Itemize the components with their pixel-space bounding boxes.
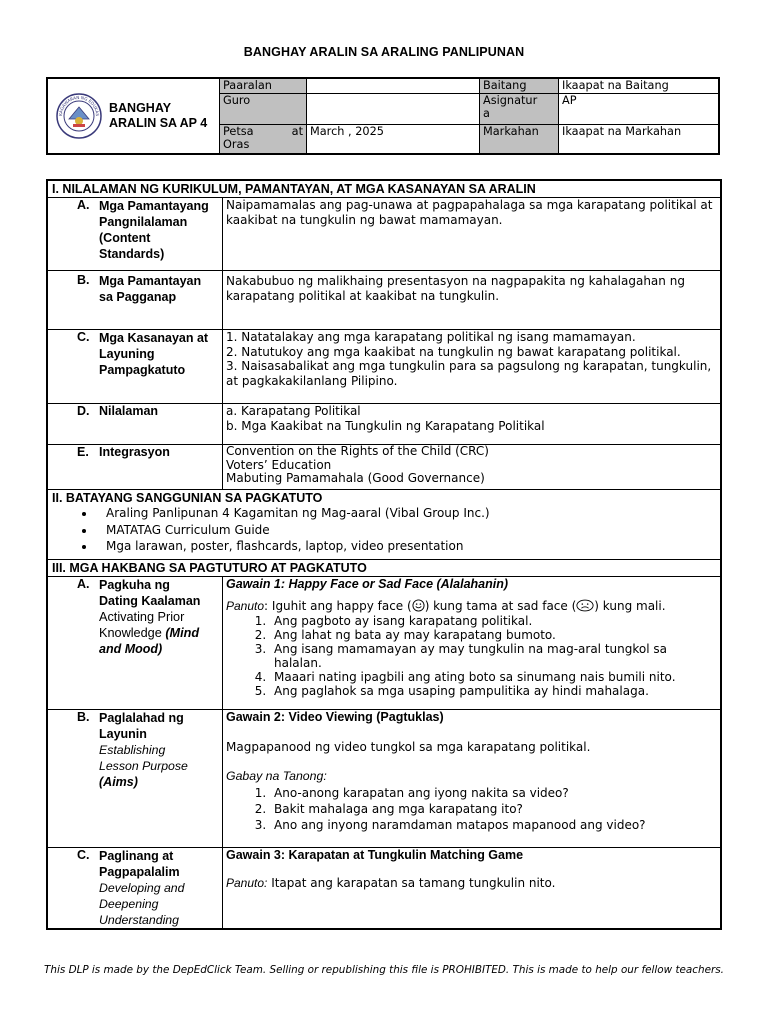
content-text: a. Karapatang Politikal b. Mga Kaakibat na Tungkulin ng Karapatang Politikal bbox=[223, 404, 722, 445]
petsa-value: March , 2025 bbox=[307, 124, 480, 154]
performance-standards-text: Nakabubuo ng malikhaing presentasyon na nagpapakita ng kahalagahan ng karapatang politikal at kaakibat na tungkulin. bbox=[223, 271, 722, 330]
list-item: 3. Ano ang inyong naramdaman matapos mapanood ang video? bbox=[270, 817, 717, 833]
asignatura-label: Asignatur a bbox=[480, 93, 559, 124]
footer-note: This DLP is made by the DepEdClick Team. Selling or republishing this file is PROHIBITED. This is made to help our fellow teachers. bbox=[44, 964, 724, 976]
list-item: 3. Ang isang mamamayan ay may tungkulin na mag-aral tungkol sa halalan. bbox=[270, 642, 717, 670]
gawain-3-title: Gawain 3: Karapatan at Tungkulin Matching Game bbox=[226, 847, 524, 862]
guro-label: Guro bbox=[220, 93, 307, 124]
table-row bbox=[47, 709, 721, 847]
happy-face-icon bbox=[412, 599, 425, 612]
sad-face-icon bbox=[576, 599, 594, 612]
competencies-label: C. Mga Kasanayan at Layuning Pampagkatuto bbox=[47, 330, 223, 404]
list-item: 2. Bakit mahalaga ang mga karapatang ito? bbox=[270, 801, 717, 817]
table-row bbox=[47, 576, 721, 709]
list-item: • Araling Panlipunan 4 Kagamitan ng Mag-aaral (Vibal Group Inc.) bbox=[96, 505, 717, 522]
paaralan-value bbox=[307, 78, 480, 93]
activating-label: A. Pagkuha ng Dating Kaalaman Activating Prior Knowledge (Mind and Mood) bbox=[47, 576, 223, 709]
list-item: 1. Ang pagboto ay isang karapatang politikal. bbox=[270, 614, 717, 628]
resources-list bbox=[47, 505, 721, 559]
baitang-label: Baitang bbox=[480, 78, 559, 93]
asignatura-value: AP bbox=[559, 93, 720, 124]
guro-value bbox=[307, 93, 480, 124]
table-row bbox=[47, 330, 721, 404]
deped-seal-icon bbox=[55, 92, 103, 140]
section3-heading: III. MGA HAKBANG SA PAGTUTURO AT PAGKATUTO bbox=[47, 559, 721, 576]
list-item: • Mga larawan, poster, flashcards, laptop, video presentation bbox=[96, 538, 717, 555]
section1-heading: I. NILALAMAN NG KURIKULUM, PAMANTAYAN, AT MGA KASANAYAN SA ARALIN bbox=[47, 180, 721, 198]
table-row bbox=[47, 445, 721, 490]
gawain-2-title: Gawain 2: Video Viewing (Pagtuklas) bbox=[226, 709, 444, 724]
table-row bbox=[47, 404, 721, 445]
integration-text: Convention on the Rights of the Child (CRC) Voters’ Education Mabuting Pamamahala (Good Governance) bbox=[223, 445, 722, 490]
deepening-content: Gawain 3: Karapatan at Tungkulin Matching Game Panuto: Itapat ang karapatan sa tamang tungkulin nito. bbox=[223, 847, 722, 929]
content-label: D. Nilalaman bbox=[47, 404, 223, 445]
list-item: 4. Maaari nating ipagbili ang ating boto sa sinumang nais bumili nito. bbox=[270, 670, 717, 684]
table-row bbox=[47, 198, 721, 271]
list-item: 1. Ano-anong karapatan ang iyong nakita sa video? bbox=[270, 785, 717, 801]
paaralan-label: Paaralan bbox=[220, 78, 307, 93]
markahan-label: Markahan bbox=[480, 124, 559, 154]
list-item: 5. Ang paglahok sa mga usaping pampulitika ay hindi mahalaga. bbox=[270, 684, 717, 698]
logo-text: BANGHAY ARALIN SA AP 4 bbox=[109, 101, 208, 130]
performance-standards-label: B. Mga Pamantayan sa Pagganap bbox=[47, 271, 223, 330]
list-item: 2. Ang lahat ng bata ay may karapatang bumoto. bbox=[270, 628, 717, 642]
lesson-purpose-content: Gawain 2: Video Viewing (Pagtuklas) Magpapanood ng video tungkol sa mga karapatang politikal. Gabay na Tanong: 1. Ano-anong karapatan ang iyong nakita sa video? 2. Bakit mahalaga ang mga karapatang ito? 3. Ano ang inyong naramdaman matapos mapanood ang video? bbox=[223, 709, 722, 847]
lesson-purpose-label: B. Paglalahad ng Layunin Establishing Lesson Purpose (Aims) bbox=[47, 709, 223, 847]
baitang-value: Ikaapat na Baitang bbox=[559, 78, 720, 93]
petsa-label: Petsa at Oras bbox=[220, 124, 307, 154]
section2-heading: II. BATAYANG SANGGUNIAN SA PAGKATUTO bbox=[47, 490, 721, 506]
logo-cell bbox=[47, 78, 220, 154]
integration-label: E. Integrasyon bbox=[47, 445, 223, 490]
document-title: BANGHAY ARALIN SA ARALING PANLIPUNAN bbox=[243, 45, 525, 59]
markahan-value: Ikaapat na Markahan bbox=[559, 124, 720, 154]
seal-text: KAGAWARAN NG EDUKAS bbox=[57, 94, 101, 117]
competencies-text: 1. Natatalakay ang mga karapatang politikal ng isang mamamayan. 2. Natutukoy ang mga kaakibat na tungkulin ng bawat karapatang politikal. 3. Naisasabalikat ang mga tungkulin para sa pagsulong ng karapatan, tungkulin, at pagkakakilanlang Pilipino. bbox=[223, 330, 722, 404]
table-row bbox=[47, 847, 721, 929]
activating-content: Gawain 1: Happy Face or Sad Face (Alalahanin) Panuto: Iguhit ang happy face ( ) kung tama at sad face ( ) kung mali. 1. Ang pagboto ay isang karapatang politikal. 2. Ang lahat ng bata ay may karapatang bumoto. 3. Ang isang mamamayan ay may tungkulin na mag-aral tungkol sa halalan. 4. Maaari nating ipagbili ang ating boto sa sinumang nais bumili nito. 5. Ang paglahok sa mga usaping pampulitika ay hindi mahalaga. bbox=[223, 576, 722, 709]
table-row bbox=[47, 271, 721, 330]
content-standards-label: A. Mga Pamantayang Pangnilalaman (Content Standards) bbox=[47, 198, 223, 271]
deepening-label: C. Paglinang at Pagpapalalim Developing and Deepening Understanding bbox=[47, 847, 223, 929]
header-table bbox=[46, 77, 720, 155]
list-item: • MATATAG Curriculum Guide bbox=[96, 522, 717, 539]
gawain-1-title: Gawain 1: Happy Face or Sad Face (Alalahanin) bbox=[226, 576, 509, 591]
lesson-plan-table bbox=[46, 179, 722, 930]
content-standards-text: Naipamamalas ang pag-unawa at pagpapahalaga sa mga karapatang politikal at kaakibat na tungkulin ng bawat mamamayan. bbox=[223, 198, 722, 271]
